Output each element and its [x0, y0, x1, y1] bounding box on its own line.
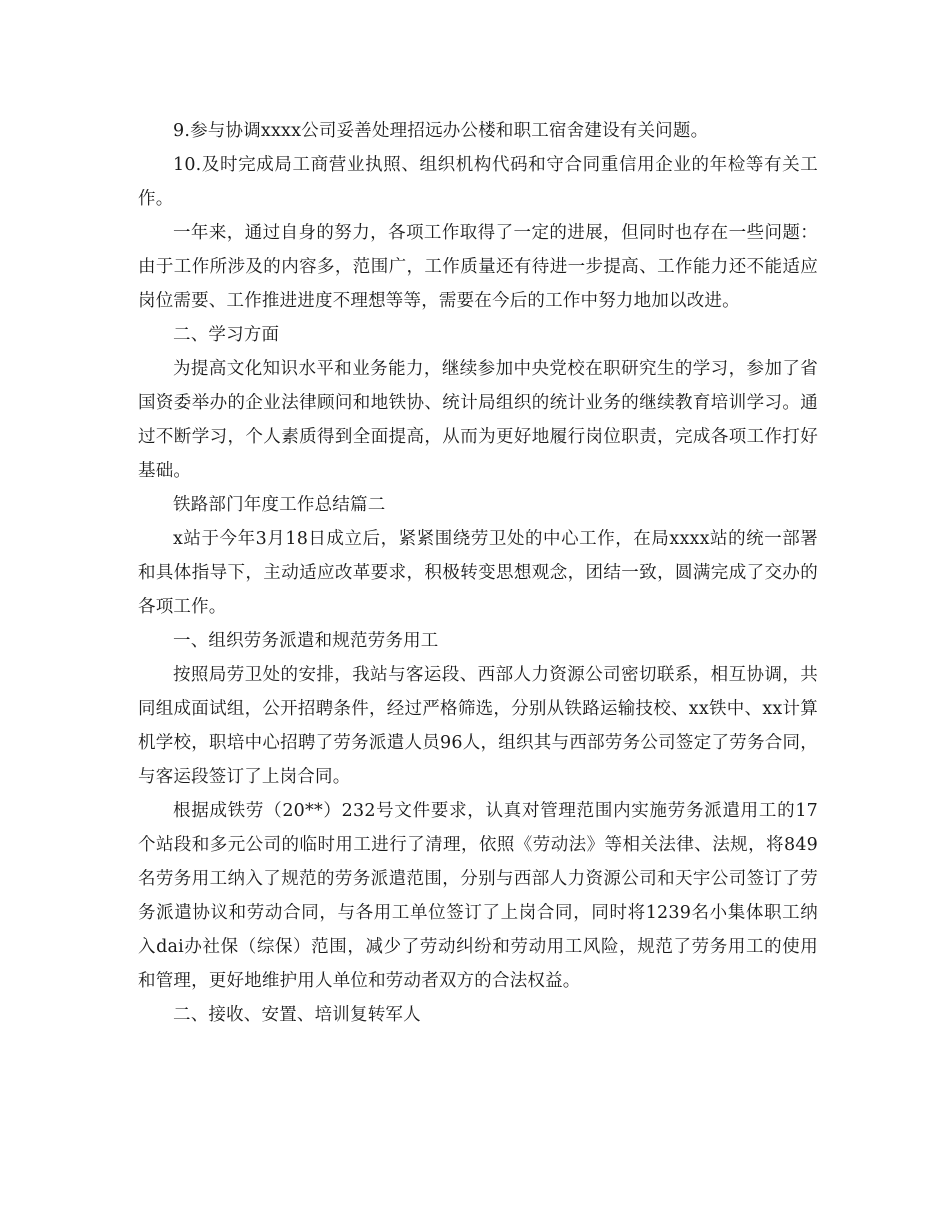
article-title-part-two: 铁路部门年度工作总结篇二	[173, 495, 386, 515]
section-heading-study: 二、学习方面	[173, 325, 280, 345]
section-heading-labor-dispatch: 一、组织劳务派遣和规范劳务用工	[173, 631, 439, 651]
recruitment-paragraph: 按照局劳卫处的安排，我站与客运段、西部人力资源公司密切联系，相互协调，共同组成面试组，公开招聘条件，经过严格筛选，分别从铁路运输技校、xx铁中、xx计算机学校，职培中心招聘了劳务派遣人员96人，组织其与西部劳务公司签定了劳务合同，与客运段签订了上岗合同。	[138, 665, 818, 787]
summary-paragraph: 一年来，通过自身的努力，各项工作取得了一定的进展，但同时也存在一些问题：由于工作所涉及的内容多，范围广，工作质量还有待进一步提高、工作能力还不能适应岗位需要、工作推进进度不理想等等，需要在今后的工作中努力地加以改进。	[138, 223, 818, 311]
section-heading-veterans: 二、接收、安置、培训复转军人	[173, 1005, 421, 1025]
regulation-paragraph: 根据成铁劳（20**）232号文件要求，认真对管理范围内实施劳务派遣用工的17个站段和多元公司的临时用工进行了清理，依照《劳动法》等相关法律、法规，将849名劳务用工纳入了规范的劳务派遣范围，分别与西部人力资源公司和天宇公司签订了劳务派遣协议和劳动合同，与各用工单位签订了上岗合同，同时将1239名小集体职工纳入dai办社保（综保）范围，减少了劳动纠纷和劳动用工风险，规范了劳务用工的使用和管理，更好地维护用人单位和劳动者双方的合法权益。	[138, 801, 818, 991]
document-body	[138, 114, 818, 1032]
station-intro-paragraph: x站于今年3月18日成立后，紧紧围绕劳卫处的中心工作，在局xxxx站的统一部署和具体指导下，主动适应改革要求，积极转变思想观念，团结一致，圆满完成了交办的各项工作。	[138, 529, 818, 617]
study-paragraph: 为提高文化知识水平和业务能力，继续参加中央党校在职研究生的学习，参加了省国资委举办的企业法律顾问和地铁协、统计局组织的统计业务的继续教育培训学习。通过不断学习，个人素质得到全面提高，从而为更好地履行岗位职责，完成各项工作打好基础。	[138, 359, 818, 481]
item-10: 10.及时完成局工商营业执照、组织机构代码和守合同重信用企业的年检等有关工作。	[138, 155, 818, 209]
item-9: 9.参与协调xxxx公司妥善处理招远办公楼和职工宿舍建设有关问题。	[173, 121, 709, 141]
